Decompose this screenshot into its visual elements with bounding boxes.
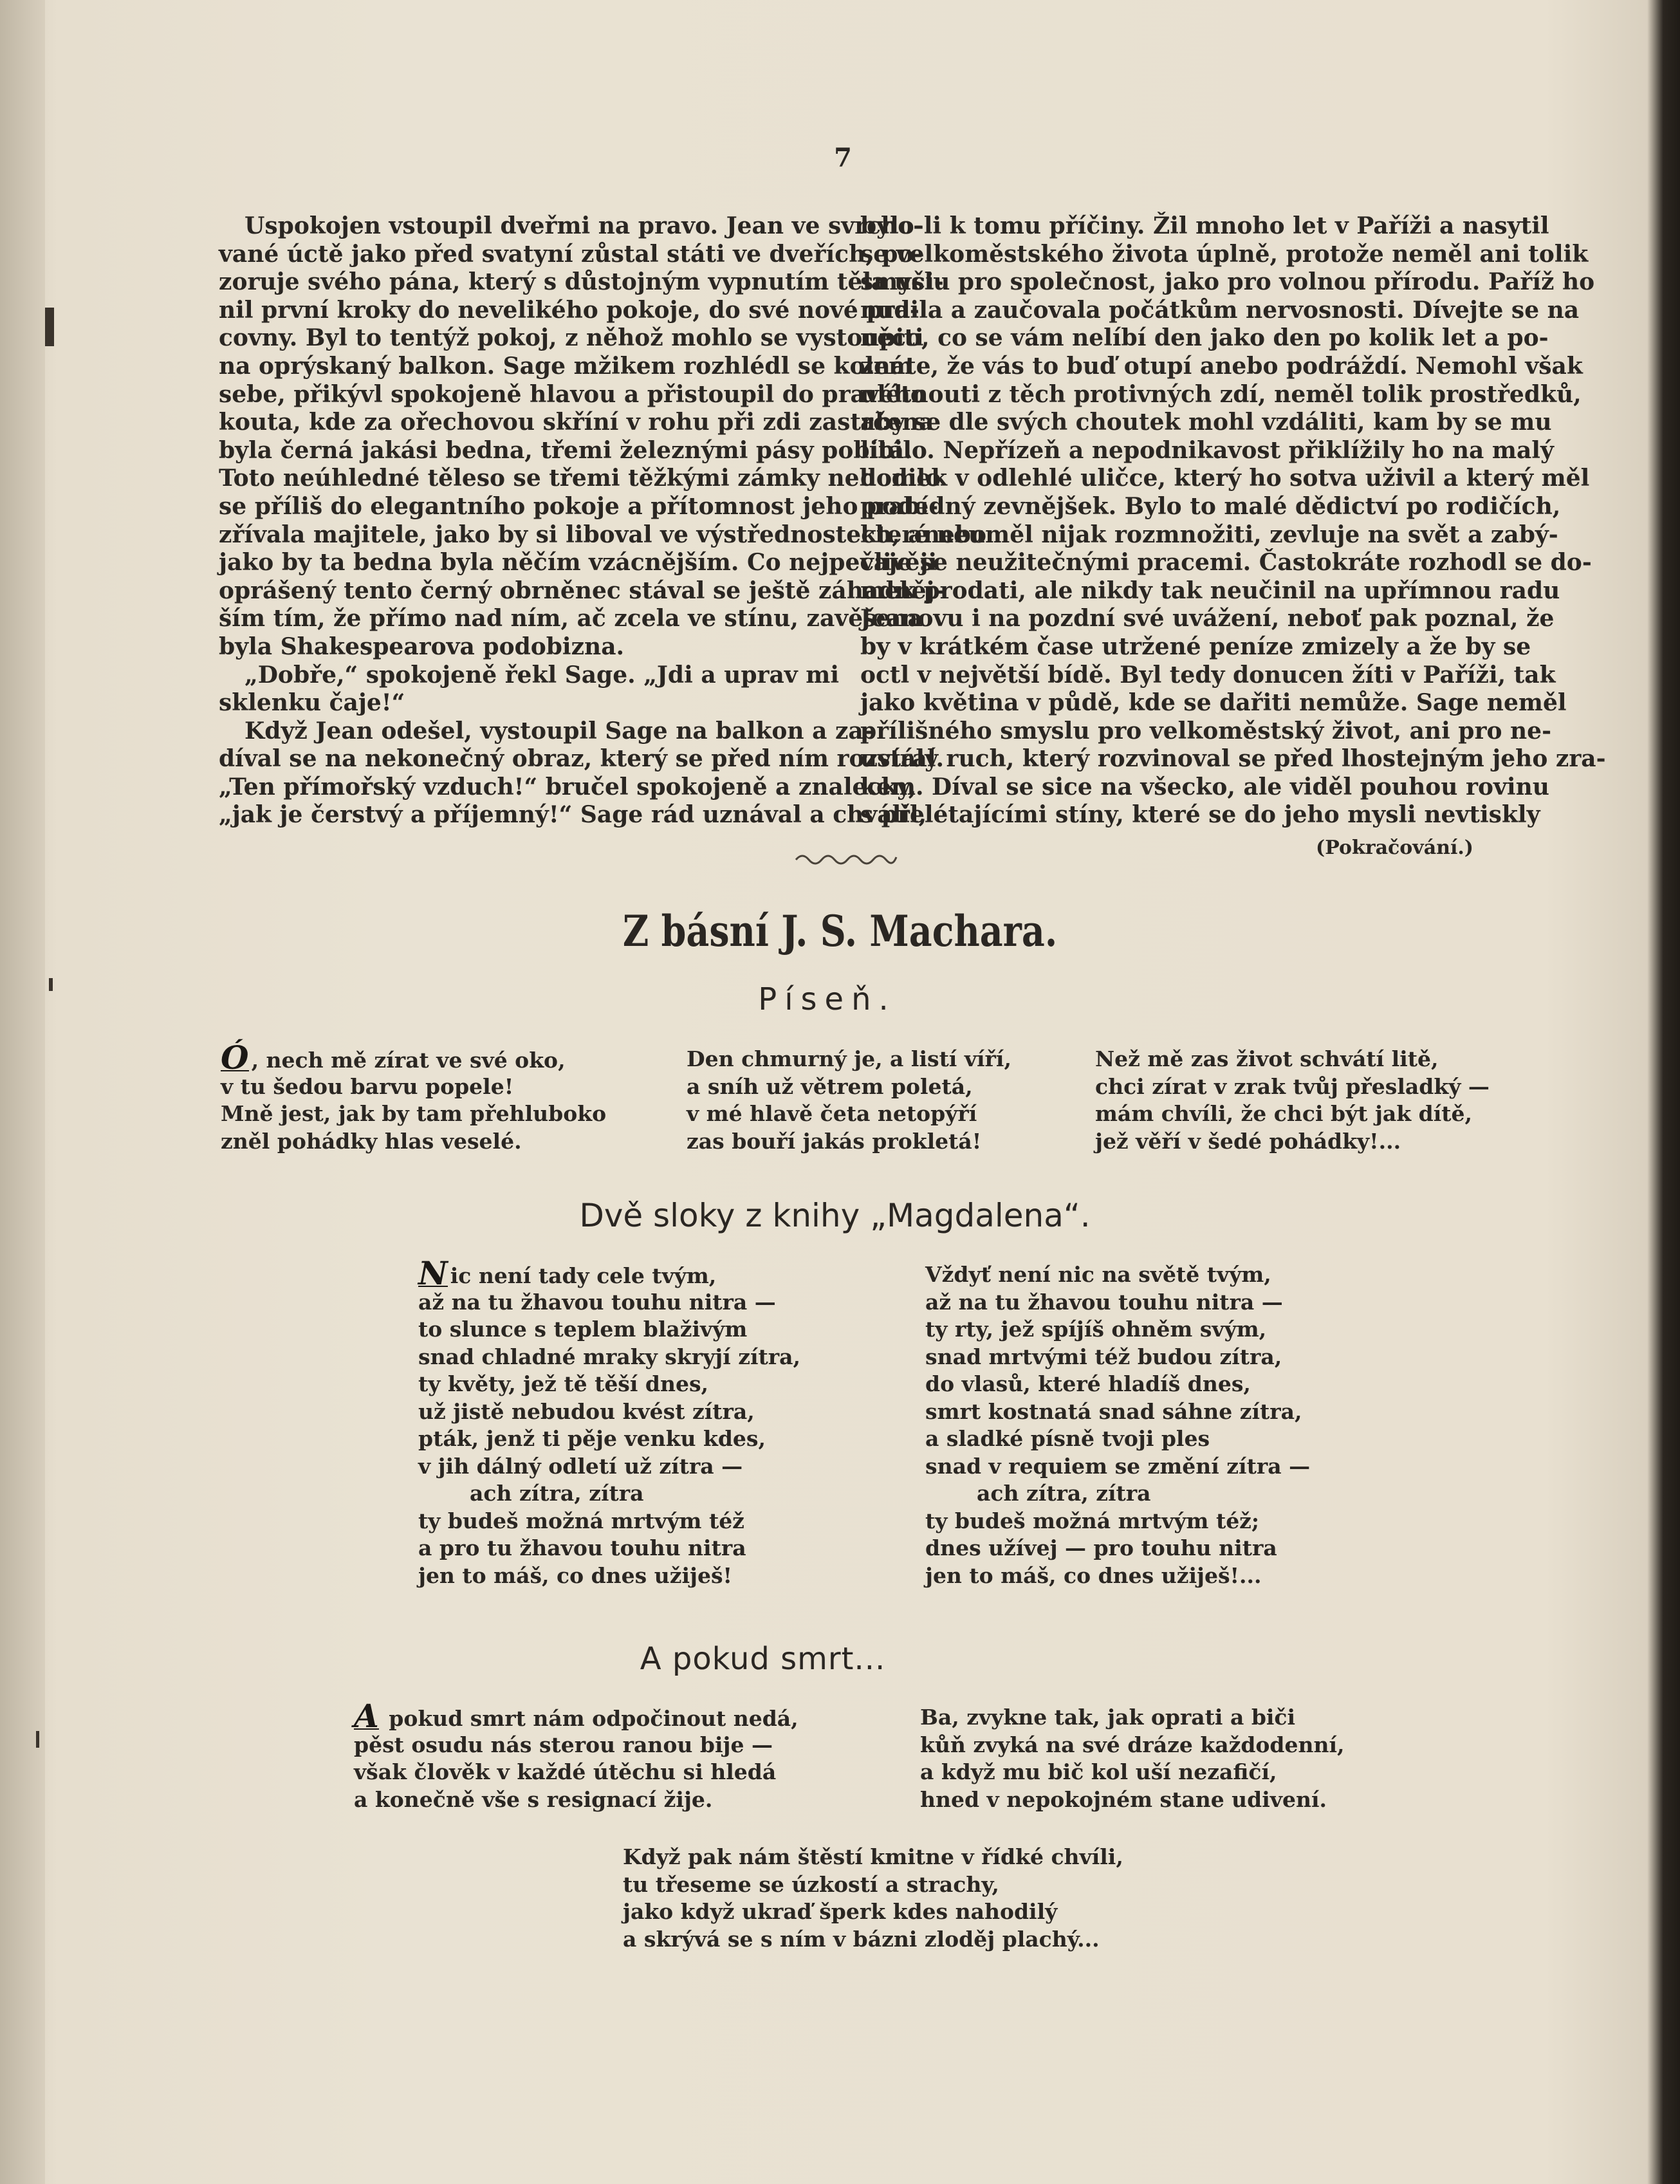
poem-line: a sníh už větrem poletá, [687,1073,973,1099]
poem-line: zněl pohádky hlas veselé. [221,1128,522,1154]
prose-line: sklenku čaje!“ [219,689,405,717]
poem-line [221,1039,606,1077]
decorative-initial: A [354,1697,379,1735]
prose-line: ulétnouti z těch protivných zdí, neměl tolik prostředků, [860,380,1582,408]
prose-line: líbilo. Nepřízeň a nepodnikavost přiklížily ho na malý [860,436,1554,464]
prose-line: mek prodati, ale nikdy tak neučinil na upřímnou radu [860,577,1560,604]
poem-title-pokud-smrt: A pokud smrt... [640,1641,886,1677]
prose-line: znáte, že vás to buď otupí anebo podráždí. Nemohl však [860,352,1583,380]
prose-line: něco, co se vám nelíbí den jako den po kolik let a po- [860,324,1549,352]
poem-line: Den chmurný je, a listí víří, [687,1046,1011,1071]
prose-line: zoruje svého pána, který s důstojným vypnutím těla uči- [219,268,944,296]
prose-line: se příliš do elegantního pokoje a přítomnost jeho pode- [219,492,939,520]
prose-line: na oprýskaný balkon. Sage mžikem rozhlédl se kolem [219,352,914,380]
poem-line: Když pak nám štěstí kmitne v řídké chvíli, [623,1844,1123,1869]
prose-line: kem. Díval se sice na všecko, ale viděl pouhou rovinu [860,773,1549,800]
poem-line: Ba, zvykne tak, jak oprati a biči [920,1705,1296,1730]
prose-line: covny. Byl to tentýž pokoj, z něhož mohlo se vystoupiti [219,324,924,352]
prose-line: Jeanovu i na pozdní své uvážení, neboť pak poznal, že [860,605,1555,633]
prose-line: bylo-li k tomu příčiny. Žil mnoho let v Paříži a nasytil [860,212,1549,239]
poem-line: do vlasů, které hladíš dnes, [925,1371,1251,1396]
poem-line-text: pokud smrt nám odpočinout nedá, [381,1706,798,1731]
poem-line: a sladké písně tvoji ples [925,1426,1210,1451]
poem-line: snad mrtvými též budou zítra, [925,1344,1282,1369]
page-number: 7 [834,143,852,173]
poem-line: a když mu bič kol uší nezafičí, [920,1759,1277,1784]
prose-line: Uspokojen vstoupil dveřmi na pravo. Jean ve svrcho- [245,212,923,239]
prose-line: smyslu pro společnost, jako pro volnou přírodu. Paříž ho [860,268,1595,296]
poem-line: a skrývá se s ním v bázni zloděj plachý... [623,1926,1100,1952]
prose-line: vané úctě jako před svatyní zůstal státi ve dveřích, po- [219,240,923,268]
poem-line: zas bouří jakás prokletá! [687,1128,982,1154]
poem-line: a konečně vše s resignací žije. [354,1786,713,1812]
poem-line: v tu šedou barvu popele! [221,1073,514,1099]
prose-right-column [860,212,1606,829]
prose-line: domek v odlehlé uličce, který ho sotva uživil a který měl [860,465,1590,492]
poem-line: Než mě zas život schvátí litě, [1095,1046,1439,1071]
magdalena-stanza-2 [925,1261,1310,1589]
prose-line: sebe, přikývl spokojeně hlavou a přistoupil do pravého [219,380,926,408]
poem-line: už jistě nebudou kvést zítra, [418,1398,755,1424]
prose-line: nil první kroky do nevelikého pokoje, do své nové pra- [219,296,919,324]
poem-title-pisen: Píseň. [758,981,896,1017]
poem-line: až na tu žhavou touhu nitra — [418,1289,776,1315]
prose-line: ším tím, že přímo nad ním, ač zcela ve stínu, zavěšena [219,605,923,633]
prose-line: přílišného smyslu pro velkoměstský život, ani pro ne- [860,717,1552,745]
binding-mark [36,1731,39,1748]
prose-line: které neuměl nijak rozmnožiti, zevluje na svět a zabý- [860,521,1558,548]
poem-line: snad v requiem se změní zítra — [925,1453,1311,1479]
pokud-smrt-stanza-2 [920,1704,1344,1813]
prose-line: by v krátkém čase utržené peníze zmizely a že by se [860,633,1531,660]
poem-line: jen to máš, co dnes užiješ!... [925,1562,1262,1588]
poem-line: Mně jest, jak by tam přehluboko [221,1101,607,1126]
prose-line: jako květina v půdě, kde se dařiti nemůže. Sage neměl [860,689,1567,717]
prose-line: kouta, kde za ořechovou skříní v rohu při zdi zastrčena [219,409,934,436]
poem-line: ty budeš možná mrtvým též [418,1508,744,1533]
prose-line: díval se na nekonečný obraz, který se před ním rozvíral. [219,745,945,773]
poem-line: smrt kostnatá snad sáhne zítra, [925,1398,1302,1424]
poem-line: kůň zvyká na své dráze každodenní, [920,1732,1345,1757]
prose-line: „Ten přímořský vzduch!“ bručel spokojeně a znalecky, [219,773,917,800]
poem-line: mám chvíli, že chci být jak dítě, [1095,1101,1472,1126]
poem-line: v jih dálný odletí už zítra — [418,1453,743,1479]
poem-line: jen to máš, co dnes užiješ! [418,1562,733,1588]
prose-line: zřívala majitele, jako by si liboval ve výstřednostech, anebo [219,521,986,548]
prose-line: Toto neúhledné těleso se třemi těžkými zámky nehodilo [219,465,941,492]
poem-line: ty budeš možná mrtvým též; [925,1508,1260,1533]
prose-line: Když Jean odešel, vystoupil Sage na balkon a za- [245,717,873,745]
prose-line: oprášený tento černý obrněnec stával se ještě záhadněj- [219,577,945,604]
book-binding-edge [0,0,45,2184]
prose-line: vaje se neužitečnými pracemi. Častokráte rozhodl se do- [860,549,1592,577]
prose-line: byla Shakespearova podobizna. [219,633,625,660]
poem-line: v mé hlavě četa netopýří [687,1101,977,1126]
pisen-stanza-3 [1095,1046,1490,1155]
poem-line: jako když ukraď šperk kdes nahodilý [623,1899,1058,1924]
poem-line: chci zírat v zrak tvůj přesladký — [1095,1073,1490,1099]
prose-line: aby se dle svých choutek mohl vzdáliti, kam by se mu [860,409,1552,436]
poem-line: jež věří v šedé pohádky!... [1095,1128,1401,1154]
poem-line: hned v nepokojném stane udivení. [920,1786,1327,1812]
pisen-stanza-1 [221,1039,607,1155]
pokud-smrt-stanza-1 [354,1697,798,1813]
binding-mark [45,308,54,346]
poem-line: až na tu žhavou touhu nitra — [925,1289,1283,1315]
poem-line: to slunce s teplem blaživým [418,1317,748,1342]
prose-line: byla černá jakási bedna, třemi železnými pásy pobitá. [219,436,912,464]
poem-line: ty rty, jež spíjíš ohněm svým, [925,1317,1267,1342]
prose-left-column [219,212,986,829]
prose-line: nudila a zaučovala počátkům nervosnosti. Dívejte se na [860,296,1580,324]
poem-line-text: ic není tady cele tvým, [450,1263,717,1288]
poem-line: ach zítra, zítra [470,1481,644,1506]
poems-main-title: Z básní J. S. Machara. [622,906,1058,956]
prose-line: s přelétajícími stíny, které se do jeho mysli nevtiskly [860,801,1540,829]
magdalena-stanza-1 [418,1254,801,1589]
poem-line: ach zítra, zítra [977,1481,1151,1506]
poem-line: a pro tu žhavou touhu nitra [418,1535,746,1560]
prose-line: jako by ta bedna byla něčím vzácnějším. Co nejpečlivěji [219,549,937,577]
poem-line-text: , nech mě zírat ve své oko, [251,1048,566,1073]
prose-line: „Dobře,“ spokojeně řekl Sage. „Jdi a uprav mi [245,661,840,689]
poem-line [354,1697,798,1735]
poem-title-magdalena: Dvě sloky z knihy „Magdalena“. [579,1197,1091,1234]
pokud-smrt-stanza-3 [623,1844,1123,1953]
poem-line: pěst osudu nás sterou ranou bije — [354,1732,773,1757]
poem-line: ty květy, jež tě těší dnes, [418,1371,709,1396]
prose-line: se velkoměstského života úplně, protože neměl ani tolik [860,240,1589,268]
poem-line: dnes užívej — pro touhu nitra [925,1535,1277,1560]
continued-note: (Pokračování.) [1316,837,1473,859]
decorative-initial: Ó [221,1039,249,1077]
poem-line: Vždyť není nic na světě tvým, [925,1262,1271,1287]
poem-line: pták, jenž ti pěje venku kdes, [418,1426,766,1451]
poem-line: snad chladné mraky skryjí zítra, [418,1344,801,1369]
prose-line: prabídný zevnějšek. Bylo to malé dědictví po rodičích, [860,492,1561,520]
decorative-initial: N [418,1254,448,1292]
poem-line: však člověk v každé útěchu si hledá [354,1759,777,1784]
prose-line: „jak je čerstvý a příjemný!“ Sage rád uznával a chválil, [219,801,927,829]
pisen-stanza-2 [687,1046,1011,1155]
prose-line: octl v největší bídě. Byl tedy donucen žíti v Paříži, tak [860,661,1556,689]
poem-line [418,1254,800,1292]
section-divider-ornament [795,848,898,866]
poem-line: tu třeseme se úzkostí a strachy, [623,1871,999,1897]
prose-line: ustálý ruch, který rozvinoval se před lhostejným jeho zra- [860,745,1606,773]
